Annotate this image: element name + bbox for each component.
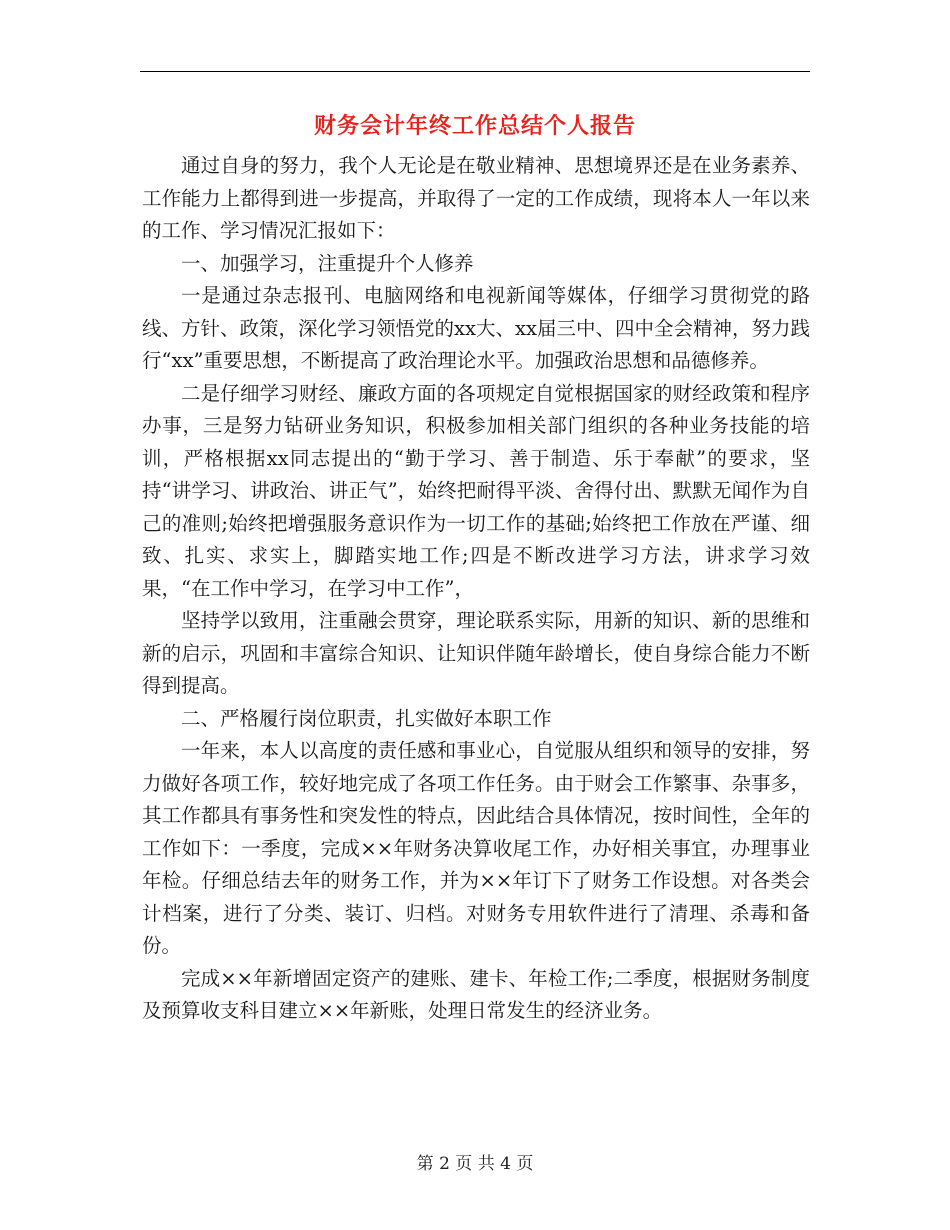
document-title: 财务会计年终工作总结个人报告: [313, 113, 636, 139]
paragraph: 坚持学以致用，注重融会贯穿，理论联系实际，用新的知识、新的思维和新的启示，巩固和丰富综合知识、让知识伴随年龄增长，使自身综合能力不断得到提高。: [142, 609, 810, 697]
paragraph: 一年来，本人以高度的责任感和事业心，自觉服从组织和领导的安排，努力做好各项工作，较好地完成了各项工作任务。由于财会工作繁事、杂事多，其工作都具有事务性和突发性的特点，因此结合具体情况，按时间性，全年的工作如下：一季度，完成××年财务决算收尾工作，办好相关事宜，办理事业年检。仔细总结去年的财务工作，并为××年订下了财务工作设想。对各类会计档案，进行了分类、装订、归档。对财务专用软件进行了清理、杀毒和备份。: [142, 739, 810, 957]
page-number: 第 2 页 共 4 页: [416, 1154, 534, 1174]
section-heading-2: 二、严格履行岗位职责，扎实做好本职工作: [181, 706, 552, 730]
paragraph: 完成××年新增固定资产的建账、建卡、年检工作;二季度，根据财务制度及预算收支科目建立××年新账，处理日常发生的经济业务。: [142, 966, 810, 1022]
section-heading-1: 一、加强学习，注重提升个人修养: [181, 251, 474, 275]
document-body: [142, 150, 810, 1028]
paragraph: 一是通过杂志报刊、电脑网络和电视新闻等媒体，仔细学习贯彻党的路线、方针、政策，深化学习领悟党的xx大、xx届三中、四中全会精神，努力践行“xx”重要思想，不断提高了政治理论水平。加强政治思想和品德修养。: [142, 284, 810, 372]
paragraph: 二是仔细学习财经、廉政方面的各项规定自觉根据国家的财经政策和程序办事，三是努力钻研业务知识，积极参加相关部门组织的各种业务技能的培训，严格根据xx同志提出的“勤于学习、善于制造、乐于奉献”的要求，坚持“讲学习、讲政治、讲正气”，始终把耐得平淡、舍得付出、默默无闻作为自己的准则;始终把增强服务意识作为一切工作的基础;始终把工作放在严谨、细致、扎实、求实上，脚踏实地工作;四是不断改进学习方法，讲求学习效果，“在工作中学习，在学习中工作”，: [142, 381, 810, 600]
paragraph-intro: 通过自身的努力，我个人无论是在敬业精神、思想境界还是在业务素养、工作能力上都得到进一步提高，并取得了一定的工作成绩，现将本人一年以来的工作、学习情况汇报如下：: [142, 154, 810, 242]
header-rule: [140, 71, 810, 72]
